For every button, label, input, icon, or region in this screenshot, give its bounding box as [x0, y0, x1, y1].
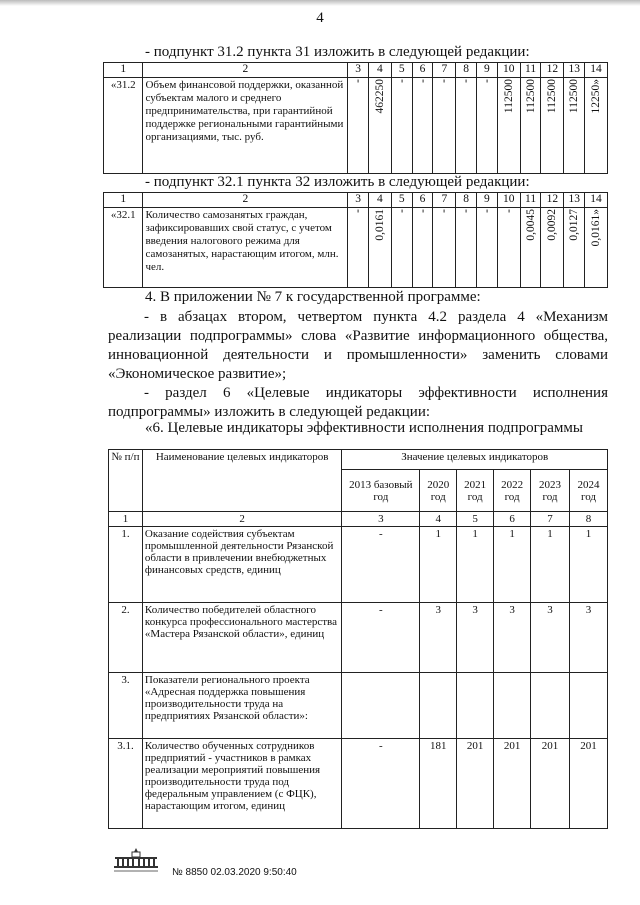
cell-value: 12250»: [590, 79, 603, 114]
table-row: [104, 78, 608, 174]
cell-value: 201: [457, 739, 494, 829]
cell-value: [531, 673, 570, 739]
col-num: 12: [541, 63, 564, 78]
cell-value: 1: [531, 527, 570, 603]
page-number: 4: [316, 10, 324, 26]
cell-value: [342, 673, 420, 739]
col-num: 7: [433, 193, 456, 208]
table-row: [109, 739, 608, 829]
cell-value: 181: [420, 739, 457, 829]
paragraph-razdel-6: - раздел 6 «Целевые индикаторы эффективности исполнения подпрограммы» изложить в следующей редакции:: [108, 385, 608, 420]
cell-value: -: [395, 209, 408, 213]
cell-value: 0,0045: [524, 209, 537, 241]
cell-value: 462250: [373, 79, 386, 114]
col-num: 13: [564, 193, 585, 208]
col-num: 8: [569, 512, 607, 527]
cell-value: -: [416, 79, 429, 83]
cell-value: -: [502, 209, 515, 213]
cell-value: [494, 673, 531, 739]
cell-value: 0,0092: [546, 209, 559, 241]
head-year: 2022 год: [494, 470, 531, 512]
head-year: 2024 год: [569, 470, 607, 512]
cell-value: 112500: [524, 79, 537, 114]
col-num: 4: [368, 63, 391, 78]
cell-value: 1: [420, 527, 457, 603]
cell-value: 1: [457, 527, 494, 603]
cell-value: 0,0127: [568, 209, 581, 241]
col-num: 11: [520, 193, 541, 208]
government-building-logo-icon: [112, 846, 160, 874]
head-num: № п/п: [109, 450, 143, 512]
cell-value: -: [342, 527, 420, 603]
cell-value: 3: [494, 603, 531, 673]
head-name: Наименование целевых индикаторов: [142, 450, 342, 512]
cell-value: -: [438, 209, 451, 213]
table-header-row: [104, 63, 608, 78]
col-num: 2: [143, 63, 348, 78]
col-num: 5: [457, 512, 494, 527]
cell-value: -: [352, 79, 365, 83]
row-description: Объем финансовой поддержки, оказанной субъектам малого и среднего предпринимательства, при гарантийной поддержке региональными гарантийными организациями, тыс. руб.: [143, 78, 348, 174]
cell-value: [457, 673, 494, 739]
cell-value: 112500: [546, 79, 559, 114]
table-row: [109, 673, 608, 739]
table-row: [109, 603, 608, 673]
col-num: 14: [585, 63, 608, 78]
col-num: 5: [391, 193, 412, 208]
cell-value: [420, 673, 457, 739]
table-row: [104, 208, 608, 288]
col-num: 5: [391, 63, 412, 78]
col-num: 12: [541, 193, 564, 208]
scan-edge: [0, 0, 640, 6]
section-heading: «6. Целевые индикаторы эффективности исполнения подпрограммы: [145, 420, 583, 436]
col-num: 14: [585, 193, 608, 208]
cell-value: [569, 673, 607, 739]
cell-value: 3: [531, 603, 570, 673]
head-year: 2021 год: [457, 470, 494, 512]
cell-value: -: [416, 209, 429, 213]
cell-value: -: [438, 79, 451, 83]
col-num: 8: [456, 63, 477, 78]
footer-stamp: № 8850 02.03.2020 9:50:40: [172, 867, 297, 878]
paragraph-item-4: 4. В приложении № 7 к государственной программе:: [145, 289, 481, 305]
col-num: 7: [531, 512, 570, 527]
col-num: 4: [420, 512, 457, 527]
section1-intro: - подпункт 31.2 пункта 31 изложить в следующей редакции:: [145, 44, 530, 60]
col-num: 3: [342, 512, 420, 527]
table-32-1: [103, 192, 608, 288]
row-name: Количество победителей областного конкурса профессионального мастерства «Мастера Рязанской области», единиц: [142, 603, 342, 673]
row-name: Оказание содействия субъектам промышленной деятельности Рязанской области в привлечении внебюджетных финансовых средств, единиц: [142, 527, 342, 603]
col-num: 13: [564, 63, 585, 78]
cell-value: 3: [457, 603, 494, 673]
head-values-title: Значение целевых индикаторов: [342, 450, 608, 470]
row-name: Количество обученных сотрудников предприятий - участников в рамках реализации мероприятий повышения производительности труда под федеральным управлением (с ФЦК), нарастающим итогом, единиц: [142, 739, 342, 829]
cell-value: -: [460, 209, 473, 213]
cell-value: -: [395, 79, 408, 83]
col-num: 8: [456, 193, 477, 208]
table-header-row: [104, 193, 608, 208]
cell-value: 201: [531, 739, 570, 829]
cell-value: 3: [569, 603, 607, 673]
col-num: 2: [143, 193, 348, 208]
row-number: 3.1.: [109, 739, 143, 829]
col-num: 10: [497, 63, 520, 78]
cell-value: 112500: [502, 79, 515, 114]
row-name: Показатели регионального проекта «Адресная поддержка повышения производительности труда на предприятиях Рязанской области»:: [142, 673, 342, 739]
cell-value: 201: [569, 739, 607, 829]
cell-value: -: [480, 209, 493, 213]
row-number: 3.: [109, 673, 143, 739]
row-description: Количество самозанятых граждан, зафиксировавших свой статус, с учетом введения налогового режима для самозанятых, нарастающим итогом, млн. чел.: [143, 208, 348, 288]
col-num: 2: [142, 512, 342, 527]
cell-value: 3: [420, 603, 457, 673]
cell-value: 112500: [568, 79, 581, 114]
cell-value: -: [460, 79, 473, 83]
paragraph-abzac: - в абзацах втором, четвертом пункта 4.2 раздела 4 «Механизм реализации подпрограммы» слова «Развитие информационного общества, инновационной деятельности и промышленности» заменить словами «Экономическое развитие»;: [108, 309, 608, 382]
head-year: 2020 год: [420, 470, 457, 512]
cell-value: 1: [494, 527, 531, 603]
col-num: 1: [104, 63, 143, 78]
cell-value: -: [342, 603, 420, 673]
col-num: 11: [520, 63, 541, 78]
row-number: «32.1: [104, 208, 143, 288]
table-31-2: [103, 62, 608, 174]
cell-value: 0,0161»: [590, 209, 603, 247]
cell-value: -: [480, 79, 493, 83]
head-year: 2013 базовый год: [342, 470, 420, 512]
cell-value: 1: [569, 527, 607, 603]
col-num: 9: [477, 193, 498, 208]
col-num: 1: [109, 512, 143, 527]
head-year: 2023 год: [531, 470, 570, 512]
row-number: «31.2: [104, 78, 143, 174]
col-num: 6: [494, 512, 531, 527]
col-num: 10: [497, 193, 520, 208]
table-head-row: [109, 450, 608, 470]
row-number: 1.: [109, 527, 143, 603]
col-num: 1: [104, 193, 143, 208]
col-num: 9: [477, 63, 498, 78]
col-num: 7: [433, 63, 456, 78]
cell-value: -: [352, 209, 365, 213]
cell-value: 0,0161: [373, 209, 386, 241]
section2-intro: - подпункт 32.1 пункта 32 изложить в следующей редакции:: [145, 174, 530, 190]
col-num: 6: [412, 193, 433, 208]
table-colnum-row: [109, 512, 608, 527]
col-num: 3: [348, 63, 369, 78]
row-number: 2.: [109, 603, 143, 673]
col-num: 4: [368, 193, 391, 208]
col-num: 3: [348, 193, 369, 208]
col-num: 6: [412, 63, 433, 78]
table-row: [109, 527, 608, 603]
indicators-table: [108, 449, 608, 829]
cell-value: -: [342, 739, 420, 829]
cell-value: 201: [494, 739, 531, 829]
